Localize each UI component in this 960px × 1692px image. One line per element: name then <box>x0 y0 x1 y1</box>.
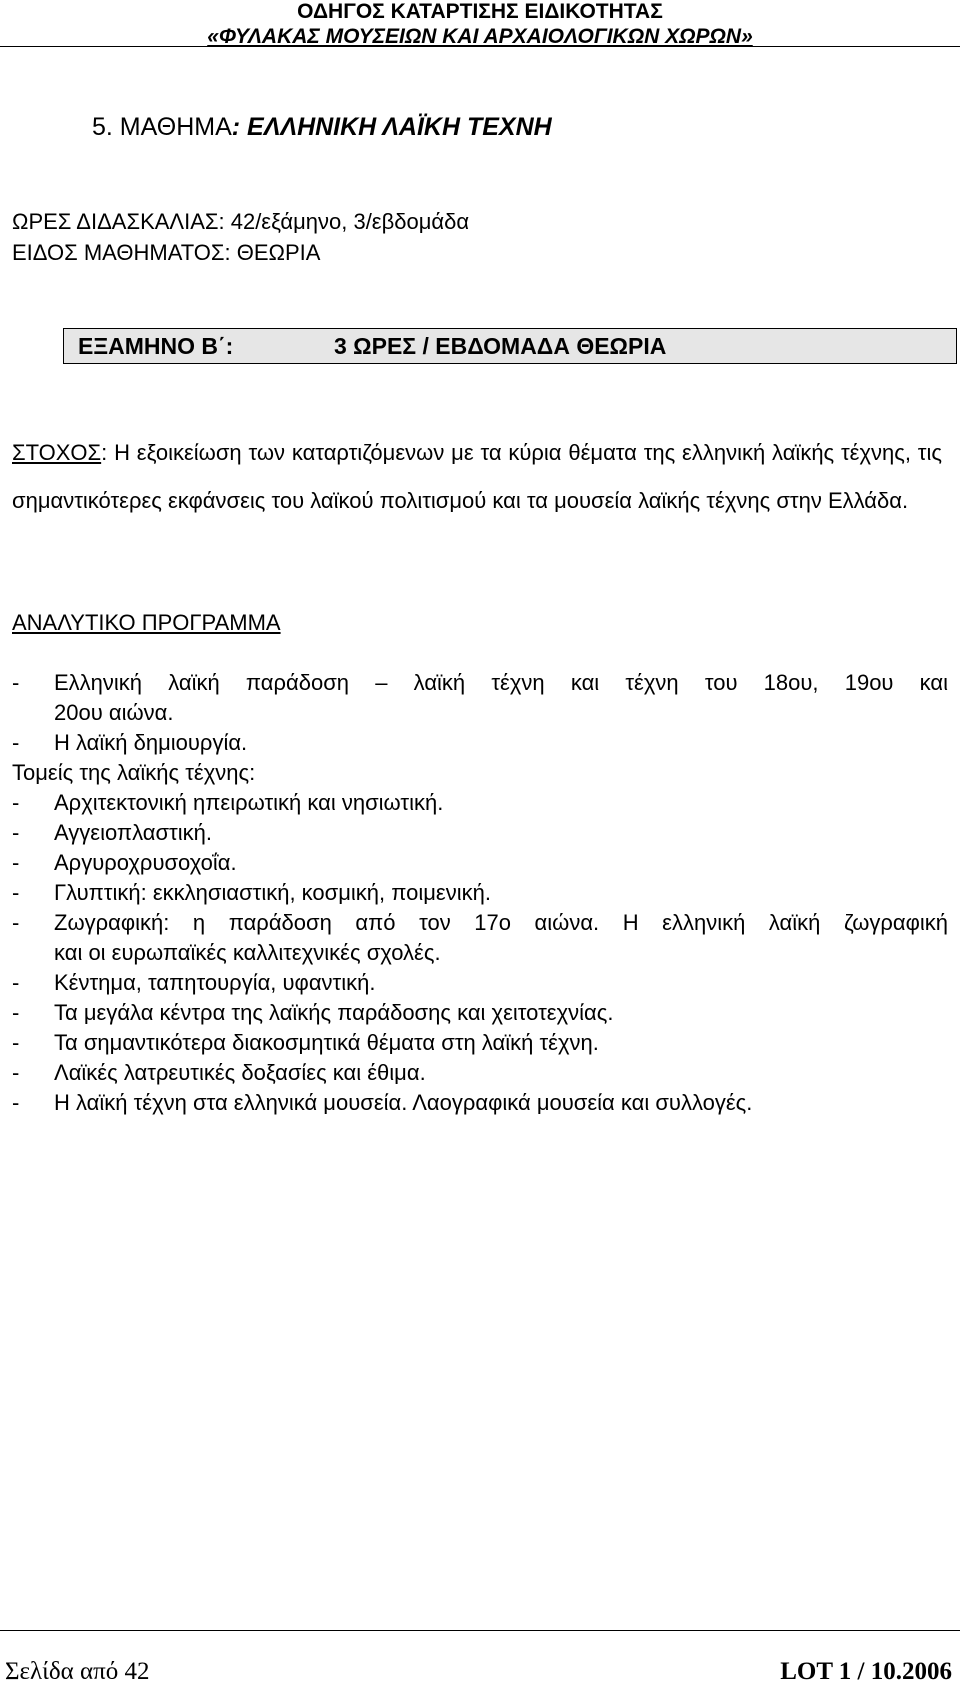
course-title <box>92 112 552 142</box>
page-number: Σελίδα από 42 <box>5 1658 150 1685</box>
list-dash: - <box>12 790 20 815</box>
list-item-text: Αρχιτεκτονική ηπειρωτική και νησιωτική. <box>54 790 444 815</box>
course-title-name: : ΕΛΛΗΝΙΚΗ ΛΑΪΚΗ ΤΕΧΝΗ <box>231 113 552 141</box>
list-item-text: Λαϊκές λατρευτικές δοξασίες και έθιμα. <box>54 1060 426 1085</box>
list-item <box>12 1088 948 1118</box>
semester-hours: 3 ΩΡΕΣ / ΕΒΔΟΜΑΔΑ ΘΕΩΡΙΑ <box>334 333 667 359</box>
list-item <box>12 908 948 938</box>
goal-text: : Η εξοικείωση των καταρτιζόμενων με τα κύρια θέματα της ελληνική λαϊκής τέχνης, τις σημαντικότερες εκφάνσεις του λαϊκού πολιτισμού και τα μουσεία λαϊκής τέχνης στην Ελλάδα. <box>12 440 942 513</box>
list-dash: - <box>12 850 20 875</box>
list-item <box>12 848 948 878</box>
list-item-continuation <box>12 698 948 728</box>
list-item-text: Αργυροχρυσοχοΐα. <box>54 850 237 875</box>
list-dash: - <box>12 820 20 845</box>
list-item <box>12 728 948 758</box>
list-item <box>12 968 948 998</box>
footer-rule <box>0 1630 960 1631</box>
list-dash: - <box>12 1030 20 1055</box>
semester-label: ΕΞΑΜΗΝΟ Β΄: <box>78 333 234 359</box>
list-item-text: Ελληνική λαϊκή παράδοση – λαϊκή τέχνη και τέχνη του 18ου, 19ου και <box>54 670 948 695</box>
list-dash: - <box>12 880 20 905</box>
header-rule <box>0 46 960 47</box>
program-list <box>12 668 948 1118</box>
list-item-text: Τα μεγάλα κέντρα της λαϊκής παράδοσης και χειτοτεχνίας. <box>54 1000 614 1025</box>
program-heading: ΑΝΑΛΥΤΙΚΟ ΠΡΟΓΡΑΜΜΑ <box>12 610 281 635</box>
list-dash: - <box>12 670 20 695</box>
list-dash: - <box>12 730 20 755</box>
list-item <box>12 668 948 698</box>
list-dash: - <box>12 970 20 995</box>
list-item-text: Η λαϊκή δημιουργία. <box>54 730 248 755</box>
list-item-text: Αγγειοπλαστική. <box>54 820 212 845</box>
list-item-text: Κέντημα, ταπητουργία, υφαντική. <box>54 970 376 995</box>
teaching-hours: ΩΡΕΣ ΔΙΔΑΣΚΑΛΙΑΣ: 42/εξάμηνο, 3/εβδομάδα <box>12 209 470 234</box>
goal-label: ΣΤΟΧΟΣ <box>12 440 102 465</box>
list-item-text: Η λαϊκή τέχνη στα ελληνικά μουσεία. Λαογραφικά μουσεία και συλλογές. <box>54 1090 753 1115</box>
header-subtitle: «ΦΥΛΑΚΑΣ ΜΟΥΣΕΙΩΝ ΚΑΙ ΑΡΧΑΙΟΛΟΓΙΚΩΝ ΧΩΡΩΝ» <box>207 25 753 48</box>
course-type: ΕΙΔΟΣ ΜΑΘΗΜΑΤΟΣ: ΘΕΩΡΙΑ <box>12 240 321 265</box>
semester-box <box>63 328 957 364</box>
list-item-text: Τα σημαντικότερα διακοσμητικά θέματα στη λαϊκή τέχνη. <box>54 1030 599 1055</box>
page-header <box>0 0 960 50</box>
list-subheading <box>12 758 948 788</box>
list-item <box>12 788 948 818</box>
list-item-text: και οι ευρωπαϊκές καλλιτεχνικές σχολές. <box>54 940 441 965</box>
list-dash: - <box>12 1000 20 1025</box>
list-dash: - <box>12 1060 20 1085</box>
header-title: ΟΔΗΓΟΣ ΚΑΤΑΡΤΙΣΗΣ ΕΙΔΙΚΟΤΗΤΑΣ <box>297 0 663 23</box>
list-dash: - <box>12 1090 20 1115</box>
list-item <box>12 878 948 908</box>
list-subheading-text: Τομείς της λαϊκής τέχνης: <box>12 760 256 785</box>
list-item <box>12 818 948 848</box>
list-item-text: Ζωγραφική: η παράδοση από τον 17ο αιώνα. Η ελληνική λαϊκή ζωγραφική <box>54 910 948 935</box>
list-dash: - <box>12 910 20 935</box>
list-item <box>12 998 948 1028</box>
course-goal <box>12 429 942 525</box>
list-item-text: 20ου αιώνα. <box>54 700 174 725</box>
list-item <box>12 1028 948 1058</box>
course-title-prefix: 5. ΜΑΘΗΜΑ <box>92 113 232 141</box>
list-item <box>12 1058 948 1088</box>
list-item-continuation <box>12 938 948 968</box>
lot-reference: LOT 1 / 10.2006 <box>780 1658 952 1685</box>
list-item-text: Γλυπτική: εκκλησιαστική, κοσμική, ποιμενική. <box>54 880 491 905</box>
